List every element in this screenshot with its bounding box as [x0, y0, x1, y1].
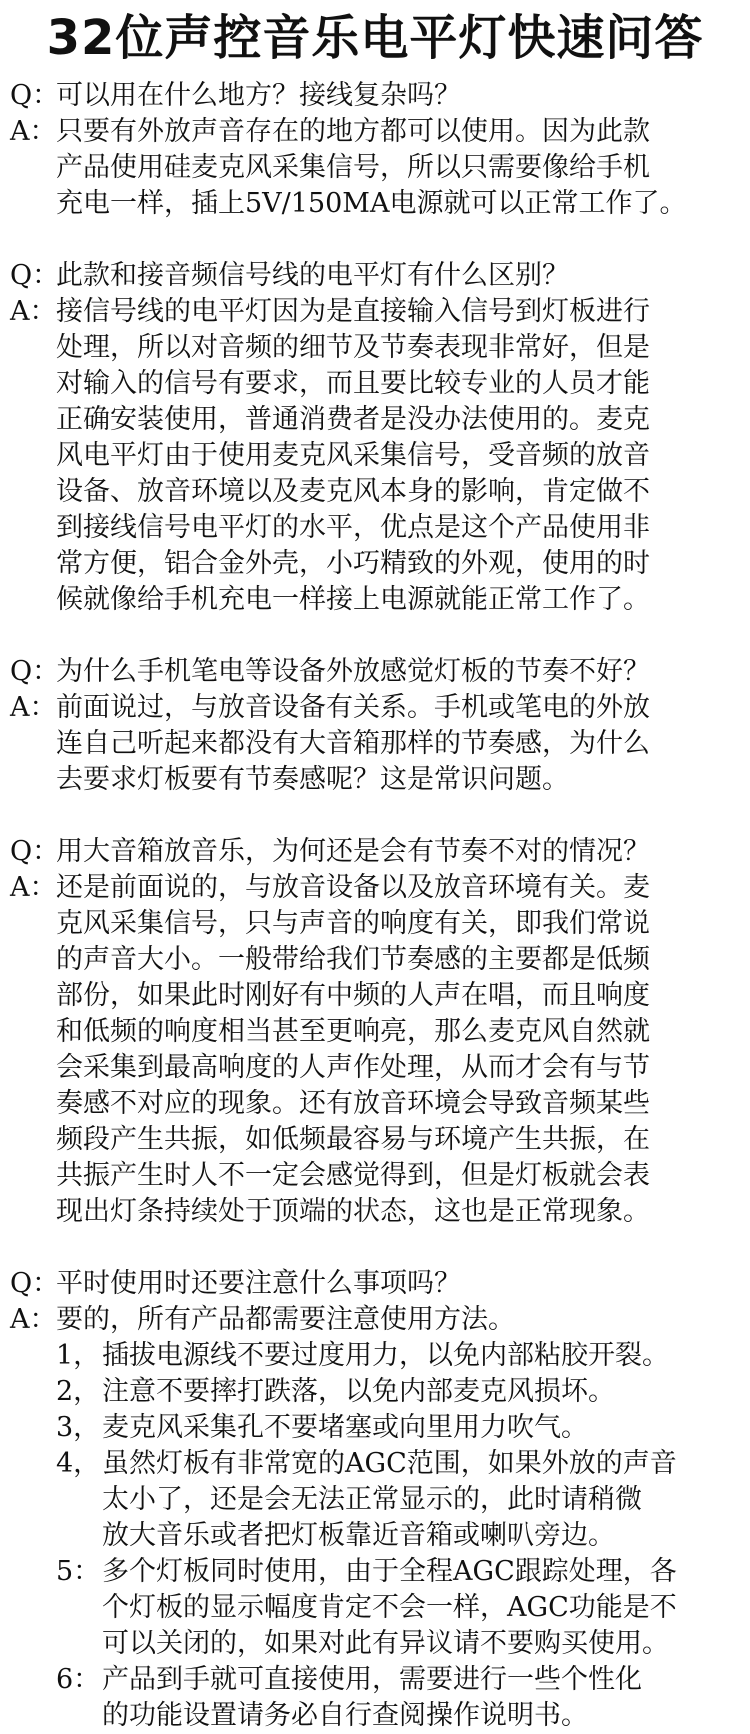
question-text: [56, 654, 740, 690]
answer-line: 和低频的响度相当甚至更响亮，那么麦克风自然就: [56, 1016, 650, 1047]
answer-line: 奏感不对应的现象。还有放音环境会导致音频某些: [56, 1088, 650, 1119]
answer-line: 风电平灯由于使用麦克风采集信号，受音频的放音: [56, 440, 650, 471]
question-prefix: Q：: [10, 260, 60, 291]
question-text: [56, 834, 740, 870]
note-line: 可以关闭的，如果对此有异议请不要购买使用。: [102, 1628, 669, 1659]
note-text: [102, 1374, 740, 1410]
answer-prefix: A：: [10, 692, 57, 723]
answer-row: [10, 1302, 740, 1338]
note-item-3: [56, 1410, 740, 1446]
answer-line: 对输入的信号有要求，而且要比较专业的人员才能: [56, 368, 650, 399]
answer-row: [10, 690, 740, 798]
answer-line: 频段产生共振，如低频最容易与环境产生共振，在: [56, 1124, 650, 1155]
question-row: [10, 258, 740, 294]
answer-prefix: A：: [10, 872, 57, 903]
note-number: 2，: [56, 1376, 101, 1407]
answer-line: 正确安装使用，普通消费者是没办法使用的。麦克: [56, 404, 650, 435]
notes-list: [10, 1338, 740, 1734]
note-item-1: [56, 1338, 740, 1374]
answer-line: 只要有外放声音存在的地方都可以使用。因为此款: [56, 116, 650, 147]
faq-block-5: [10, 1266, 740, 1734]
note-line: 放大音乐或者把灯板靠近音箱或喇叭旁边。: [102, 1520, 615, 1551]
question-row: [10, 78, 740, 114]
answer-line: 充电一样，插上5V/150MA电源就可以正常工作了。: [56, 188, 687, 219]
answer-line: 会采集到最高响度的人声作处理，从而才会有与节: [56, 1052, 650, 1083]
question-prefix: Q：: [10, 80, 60, 111]
question-text: [56, 78, 740, 114]
answer-line: 常方便，铝合金外壳，小巧精致的外观，使用的时: [56, 548, 650, 579]
note-item-5: [56, 1554, 740, 1662]
faq-block-1: [10, 78, 740, 222]
question-prefix: Q：: [10, 1268, 60, 1299]
page-title: 32位声控音乐电平灯快速问答: [46, 10, 704, 66]
note-line: 虽然灯板有非常宽的AGC范围，如果外放的声音: [102, 1448, 677, 1479]
question-row: [10, 654, 740, 690]
answer-prefix: A：: [10, 116, 57, 147]
note-text: [102, 1338, 740, 1374]
note-line: 个灯板的显示幅度肯定不会一样，AGC功能是不: [102, 1592, 677, 1623]
answer-line: 共振产生时人不一定会感觉得到，但是灯板就会表: [56, 1160, 650, 1191]
answer-text: [56, 294, 740, 618]
note-line: 注意不要摔打跌落，以免内部麦克风损坏。: [102, 1376, 615, 1407]
note-text: [102, 1410, 740, 1446]
note-item-2: [56, 1374, 740, 1410]
answer-text: [56, 1302, 740, 1338]
answer-line: 现出灯条持续处于顶端的状态，这也是正常现象。: [56, 1196, 650, 1227]
answer-line: 去要求灯板要有节奏感呢？这是常识问题。: [56, 764, 569, 795]
answer-text: [56, 870, 740, 1230]
note-number: 6：: [56, 1664, 101, 1695]
note-text: [102, 1446, 740, 1554]
note-line: 产品到手就可直接使用，需要进行一些个性化: [102, 1664, 642, 1695]
note-line: 的功能设置请务必自行查阅操作说明书。: [102, 1700, 588, 1731]
answer-line: 处理，所以对音频的细节及节奏表现非常好，但是: [56, 332, 650, 363]
answer-text: [56, 114, 740, 222]
note-line: 太小了，还是会无法正常显示的，此时请稍微: [102, 1484, 642, 1515]
note-number: 4，: [56, 1448, 101, 1479]
note-number: 3，: [56, 1412, 101, 1443]
note-number: 5：: [56, 1556, 101, 1587]
question-text: [56, 258, 740, 294]
answer-line: 克风采集信号，只与声音的响度有关，即我们常说: [56, 908, 650, 939]
answer-row: [10, 870, 740, 1230]
answer-line: 连自己听起来都没有大音箱那样的节奏感，为什么: [56, 728, 650, 759]
answer-line: 到接线信号电平灯的水平，优点是这个产品使用非: [56, 512, 650, 543]
answer-row: [10, 114, 740, 222]
question-text: [56, 1266, 740, 1302]
answer-line: 产品使用硅麦克风采集信号，所以只需要像给手机: [56, 152, 650, 183]
faq-block-2: [10, 258, 740, 618]
faq-block-3: [10, 654, 740, 798]
answer-line: 要的，所有产品都需要注意使用方法。: [56, 1304, 515, 1335]
answer-prefix: A：: [10, 1304, 57, 1335]
question-line: 此款和接音频信号线的电平灯有什么区别？: [56, 260, 569, 291]
question-line: 用大音箱放音乐，为何还是会有节奏不对的情况？: [56, 836, 650, 867]
answer-line: 设备、放音环境以及麦克风本身的影响，肯定做不: [56, 476, 650, 507]
note-item-6: [56, 1662, 740, 1734]
answer-row: [10, 294, 740, 618]
question-line: 平时使用时还要注意什么事项吗？: [56, 1268, 461, 1299]
note-text: [102, 1554, 740, 1662]
answer-text: [56, 690, 740, 798]
note-number: 1，: [56, 1340, 101, 1371]
note-text: [102, 1662, 740, 1734]
question-row: [10, 1266, 740, 1302]
note-line: 麦克风采集孔不要堵塞或向里用力吹气。: [102, 1412, 588, 1443]
question-line: 为什么手机笔电等设备外放感觉灯板的节奏不好？: [56, 656, 650, 687]
answer-line: 前面说过，与放音设备有关系。手机或笔电的外放: [56, 692, 650, 723]
note-line: 多个灯板同时使用，由于全程AGC跟踪处理，各: [102, 1556, 677, 1587]
answer-line: 接信号线的电平灯因为是直接输入信号到灯板进行: [56, 296, 650, 327]
answer-line: 部份，如果此时刚好有中频的人声在唱，而且响度: [56, 980, 650, 1011]
answer-line: 还是前面说的，与放音设备以及放音环境有关。麦: [56, 872, 650, 903]
note-item-4: [56, 1446, 740, 1554]
answer-line: 的声音大小。一般带给我们节奏感的主要都是低频: [56, 944, 650, 975]
note-line: 插拔电源线不要过度用力，以免内部粘胶开裂。: [102, 1340, 669, 1371]
question-line: 可以用在什么地方？接线复杂吗？: [56, 80, 461, 111]
faq-content: [10, 78, 740, 1734]
question-prefix: Q：: [10, 656, 60, 687]
answer-prefix: A：: [10, 296, 57, 327]
answer-line: 候就像给手机充电一样接上电源就能正常工作了。: [56, 584, 650, 615]
question-prefix: Q：: [10, 836, 60, 867]
question-row: [10, 834, 740, 870]
faq-block-4: [10, 834, 740, 1230]
